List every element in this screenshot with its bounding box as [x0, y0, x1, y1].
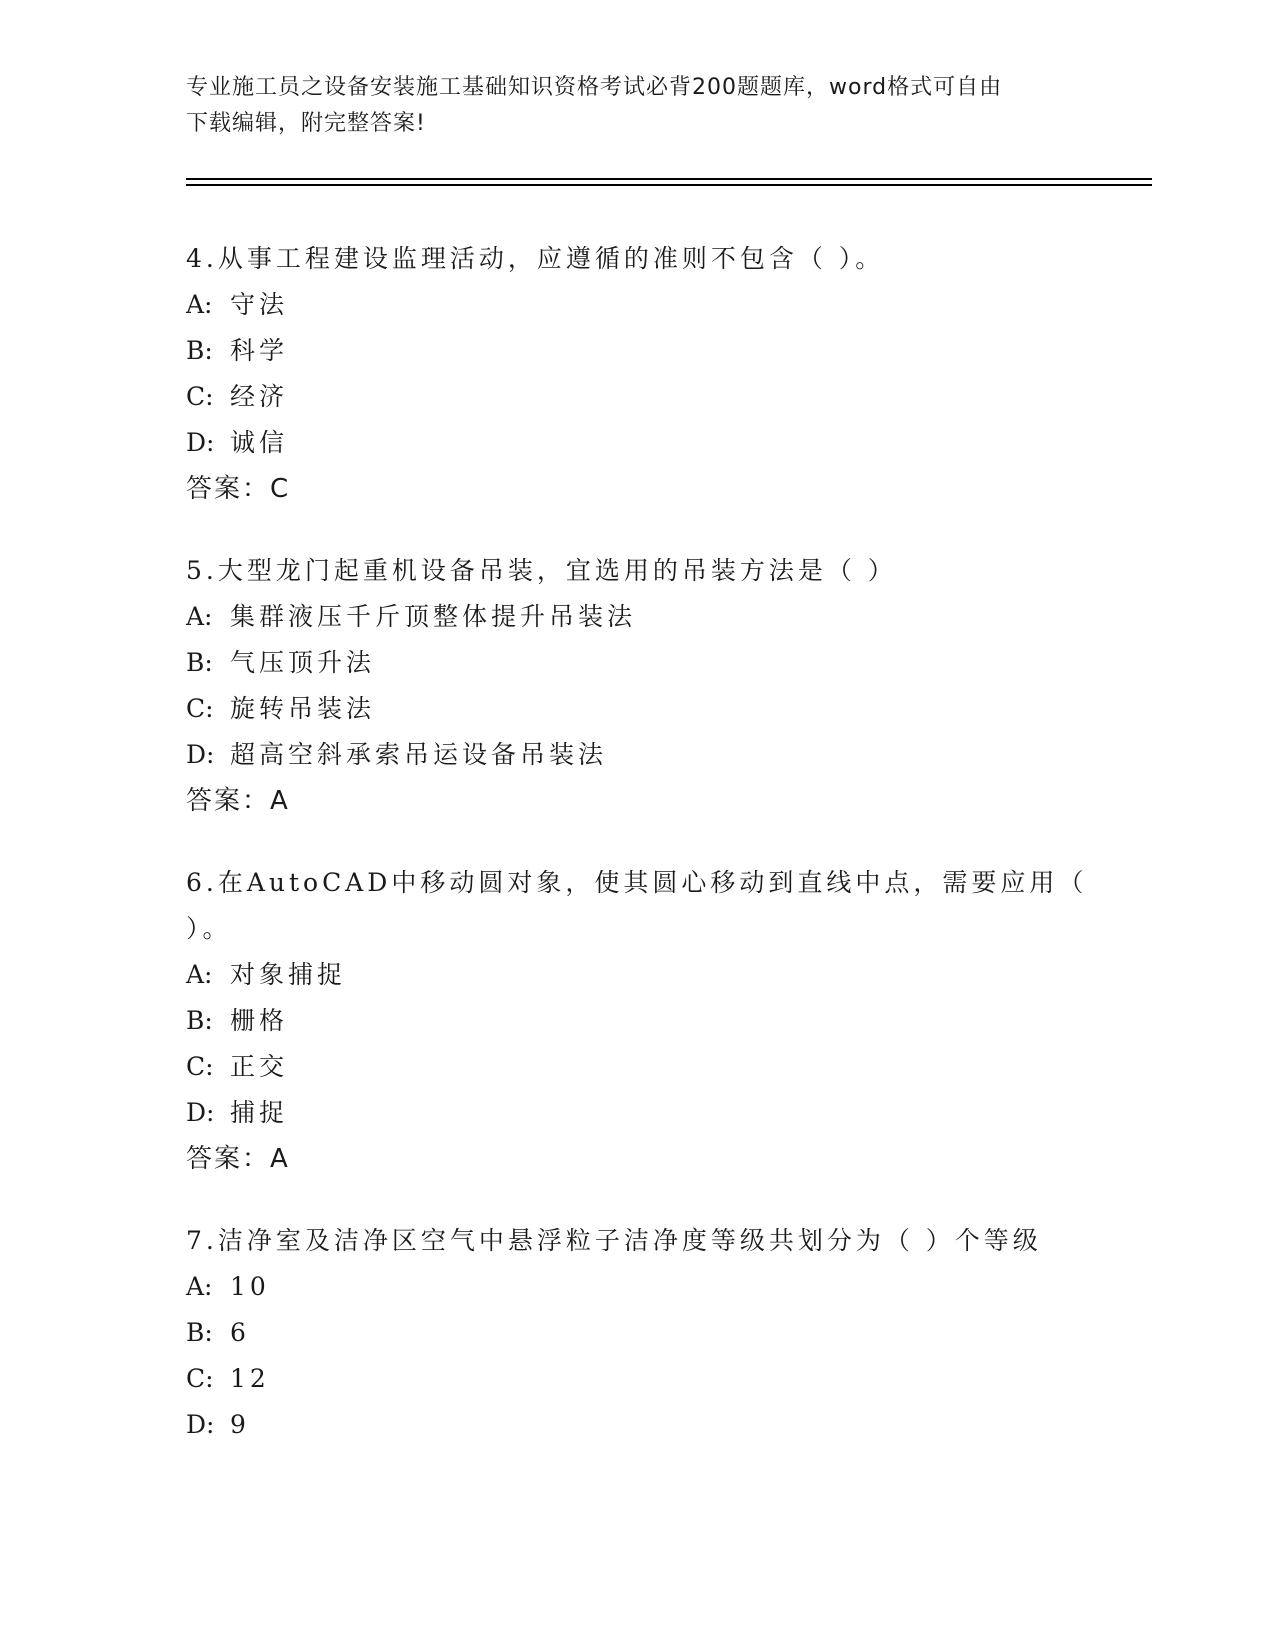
option-text: 捕捉	[230, 1098, 289, 1127]
option-text: 10	[230, 1272, 270, 1301]
question-stem: 4.从事工程建设监理活动，应遵循的准则不包含（ ）。	[186, 244, 885, 273]
option-d	[186, 1402, 1086, 1448]
option-a	[186, 1264, 1086, 1310]
option-label: C:	[186, 1364, 214, 1393]
option-label: C:	[186, 694, 214, 723]
option-label: D:	[186, 1410, 215, 1439]
option-text: 守法	[230, 290, 289, 319]
option-a	[186, 282, 1086, 328]
option-label: B:	[186, 1318, 213, 1347]
option-text: 诚信	[230, 428, 289, 457]
option-b	[186, 1310, 1086, 1356]
answer-line: 答案：A	[186, 1144, 290, 1174]
document-header	[186, 70, 1066, 142]
header-line-1: 专业施工员之设备安装施工基础知识资格考试必背200题题库，word格式可自由	[186, 75, 1003, 100]
option-label: A:	[186, 290, 213, 319]
option-b	[186, 998, 1086, 1044]
question-stem: 5.大型龙门起重机设备吊装，宜选用的吊装方法是（ ）	[186, 556, 897, 585]
question-stem-line-1: 6.在AutoCAD中移动圆对象，使其圆心移动到直线中点，需要应用（	[186, 868, 1088, 897]
option-label: D:	[186, 1098, 215, 1127]
option-text: 气压顶升法	[230, 648, 376, 677]
question-5	[186, 548, 1086, 824]
option-label: A:	[186, 602, 213, 631]
option-a	[186, 952, 1086, 998]
option-label: C:	[186, 1052, 214, 1081]
option-text: 集群液压千斤顶整体提升吊装法	[230, 602, 637, 631]
option-text: 12	[230, 1364, 270, 1393]
option-text: 经济	[230, 382, 289, 411]
option-label: A:	[186, 1272, 213, 1301]
option-c	[186, 686, 1086, 732]
option-c	[186, 1356, 1086, 1402]
option-text: 正交	[230, 1052, 289, 1081]
option-label: B:	[186, 648, 213, 677]
option-d	[186, 1090, 1086, 1136]
header-divider-top	[186, 178, 1152, 180]
option-label: A:	[186, 960, 213, 989]
answer-line: 答案：A	[186, 786, 290, 816]
option-text: 栅格	[230, 1006, 289, 1035]
option-label: D:	[186, 428, 215, 457]
option-label: B:	[186, 336, 213, 365]
option-label: B:	[186, 1006, 213, 1035]
option-label: C:	[186, 382, 214, 411]
option-b	[186, 328, 1086, 374]
option-c	[186, 1044, 1086, 1090]
answer-line: 答案：C	[186, 474, 291, 504]
option-c	[186, 374, 1086, 420]
option-label: D:	[186, 740, 215, 769]
header-line-2: 下载编辑，附完整答案!	[186, 111, 426, 136]
question-4	[186, 236, 1086, 512]
question-stem-line-2: ）。	[186, 914, 232, 943]
option-text: 对象捕捉	[230, 960, 347, 989]
option-b	[186, 640, 1086, 686]
option-a	[186, 594, 1086, 640]
question-list	[186, 236, 1086, 1484]
option-text: 9	[230, 1410, 250, 1439]
option-text: 超高空斜承索吊运设备吊装法	[230, 740, 608, 769]
option-text: 6	[230, 1318, 250, 1347]
question-7	[186, 1218, 1086, 1448]
option-text: 科学	[230, 336, 289, 365]
option-text: 旋转吊装法	[230, 694, 376, 723]
question-6	[186, 860, 1086, 1182]
header-divider-bottom	[186, 184, 1152, 186]
question-stem: 7.洁净室及洁净区空气中悬浮粒子洁净度等级共划分为（ ）个等级	[186, 1226, 1042, 1255]
option-d	[186, 420, 1086, 466]
option-d	[186, 732, 1086, 778]
